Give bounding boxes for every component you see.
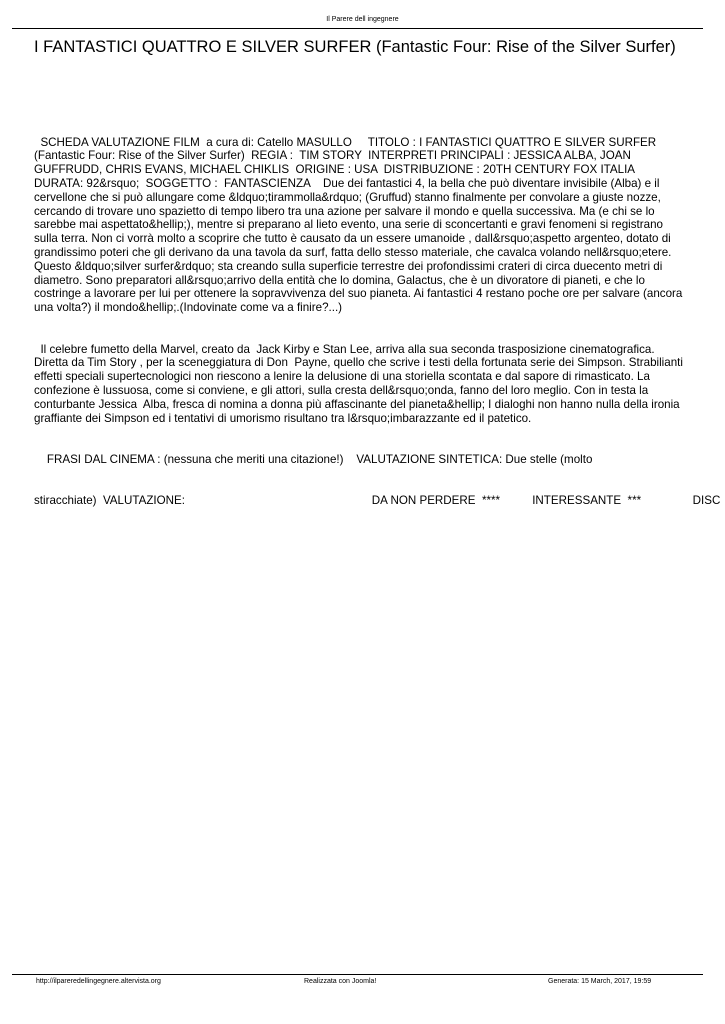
site-header: Il Parere dell ingegnere xyxy=(326,16,399,23)
article-body xyxy=(34,108,721,522)
footer-generated-date: Generata: 15 March, 2017, 19:59 xyxy=(548,978,652,985)
article-title: I FANTASTICI QUATTRO E SILVER SURFER (Fantastic Four: Rise of the Silver Surfer) xyxy=(34,38,676,56)
header-divider xyxy=(12,28,703,29)
article-paragraph: Il celebre fumetto della Marvel, creato da Jack Kirby e Stan Lee, arriva alla sua seconda trasposizione cinematografica. Diretta da Tim Story , per la sceneggiatura di Don Payne, quello che scrive i testi della fortunata serie dei Simpson. Strabilianti effetti speciali supertecnologici non riescono a lenire la delusione di una storiella scontata e dal sapore di rimasticato. La confezione è lussuosa, come si conviene, e gli attori, sulla cresta dell&rsquo;onda, fanno del loro meglio. Con in testa la conturbante Jessica Alba, fresca di nomina a donna più affascinante del pianeta&hellip; I dialoghi non hanno nulla della ironia graffiante dei Simpson ed i tentativi di umorismo risultano tra l&rsquo;imbarazzante ed il patetico. xyxy=(34,342,687,425)
footer-site-url[interactable]: http://ilpareredellingegnere.altervista.org xyxy=(36,978,161,985)
article-paragraph: FRASI DAL CINEMA : (nessuna che meriti una citazione!) VALUTAZIONE SINTETICA: Due stelle (molto xyxy=(34,452,593,466)
article-paragraph: SCHEDA VALUTAZIONE FILM a cura di: Catello MASULLO TITOLO : I FANTASTICI QUATTRO E SILVER SURFER (Fantastic Four: Rise of the Silver Surfer) REGIA : TIM STORY INTERPRETI PRINCIPALI : JESSICA ALBA, JOAN GUFFRUDD, CHRIS EVANS, MICHAEL CHIKLIS ORIGINE : USA DISTRIBUZIONE : 20TH CENTURY FOX ITALIA DURATA: 92&rsquo; SOGGETTO : FANTASCIENZA Due dei fantastici 4, la bella che può diventare invisibile (Alba) e il cervellone che si può allungare come &ldquo;tirammolla&rdquo; (Gruffud) stanno finalmente per convolare a giuste nozze, cercando di trovare uno spazietto di tempo libero tra una azione per salvare il mondo e quella successiva. Ma (e chi se lo sarebbe mai aspettato&hellip;), mentre si preparano al lieto evento, una serie di sconcertanti e gravi fenomeni si registrano sulla terra. Non ci vorrà molto a scoprire che tutto è causato da un essere umanoide , dall&rsquo;aspetto argenteo, dotato di grandissimo poteri che gli derivano da una tavola da surf, fatta dello stesso materiale, che cavalca volando nell&rsquo;etere. Questo &ldquo;silver surfer&rdquo; sta creando sulla superficie terrestre dei profondissimi crateri di circa duecento metri di diametro. Sono preparatori all&rsquo;arrivo della entità che lo domina, Galactus, che è un divoratore di pianeti, e che lo costringe a lavorare per lui per ottenere la sopravvivenza del suo pianeta. Ai fantastici 4 restano poche ore per salvare (ancora una volta?) il mondo&hellip;.(Indovinate come va a finire?...) xyxy=(34,135,686,315)
rating-line: stiracchiate) VALUTAZIONE: DA NON PERDERE **** INTERESSANTE *** DISC xyxy=(34,494,721,508)
footer-divider xyxy=(12,974,703,975)
footer-cms-credit: Realizzata con Joomla! xyxy=(304,978,377,985)
